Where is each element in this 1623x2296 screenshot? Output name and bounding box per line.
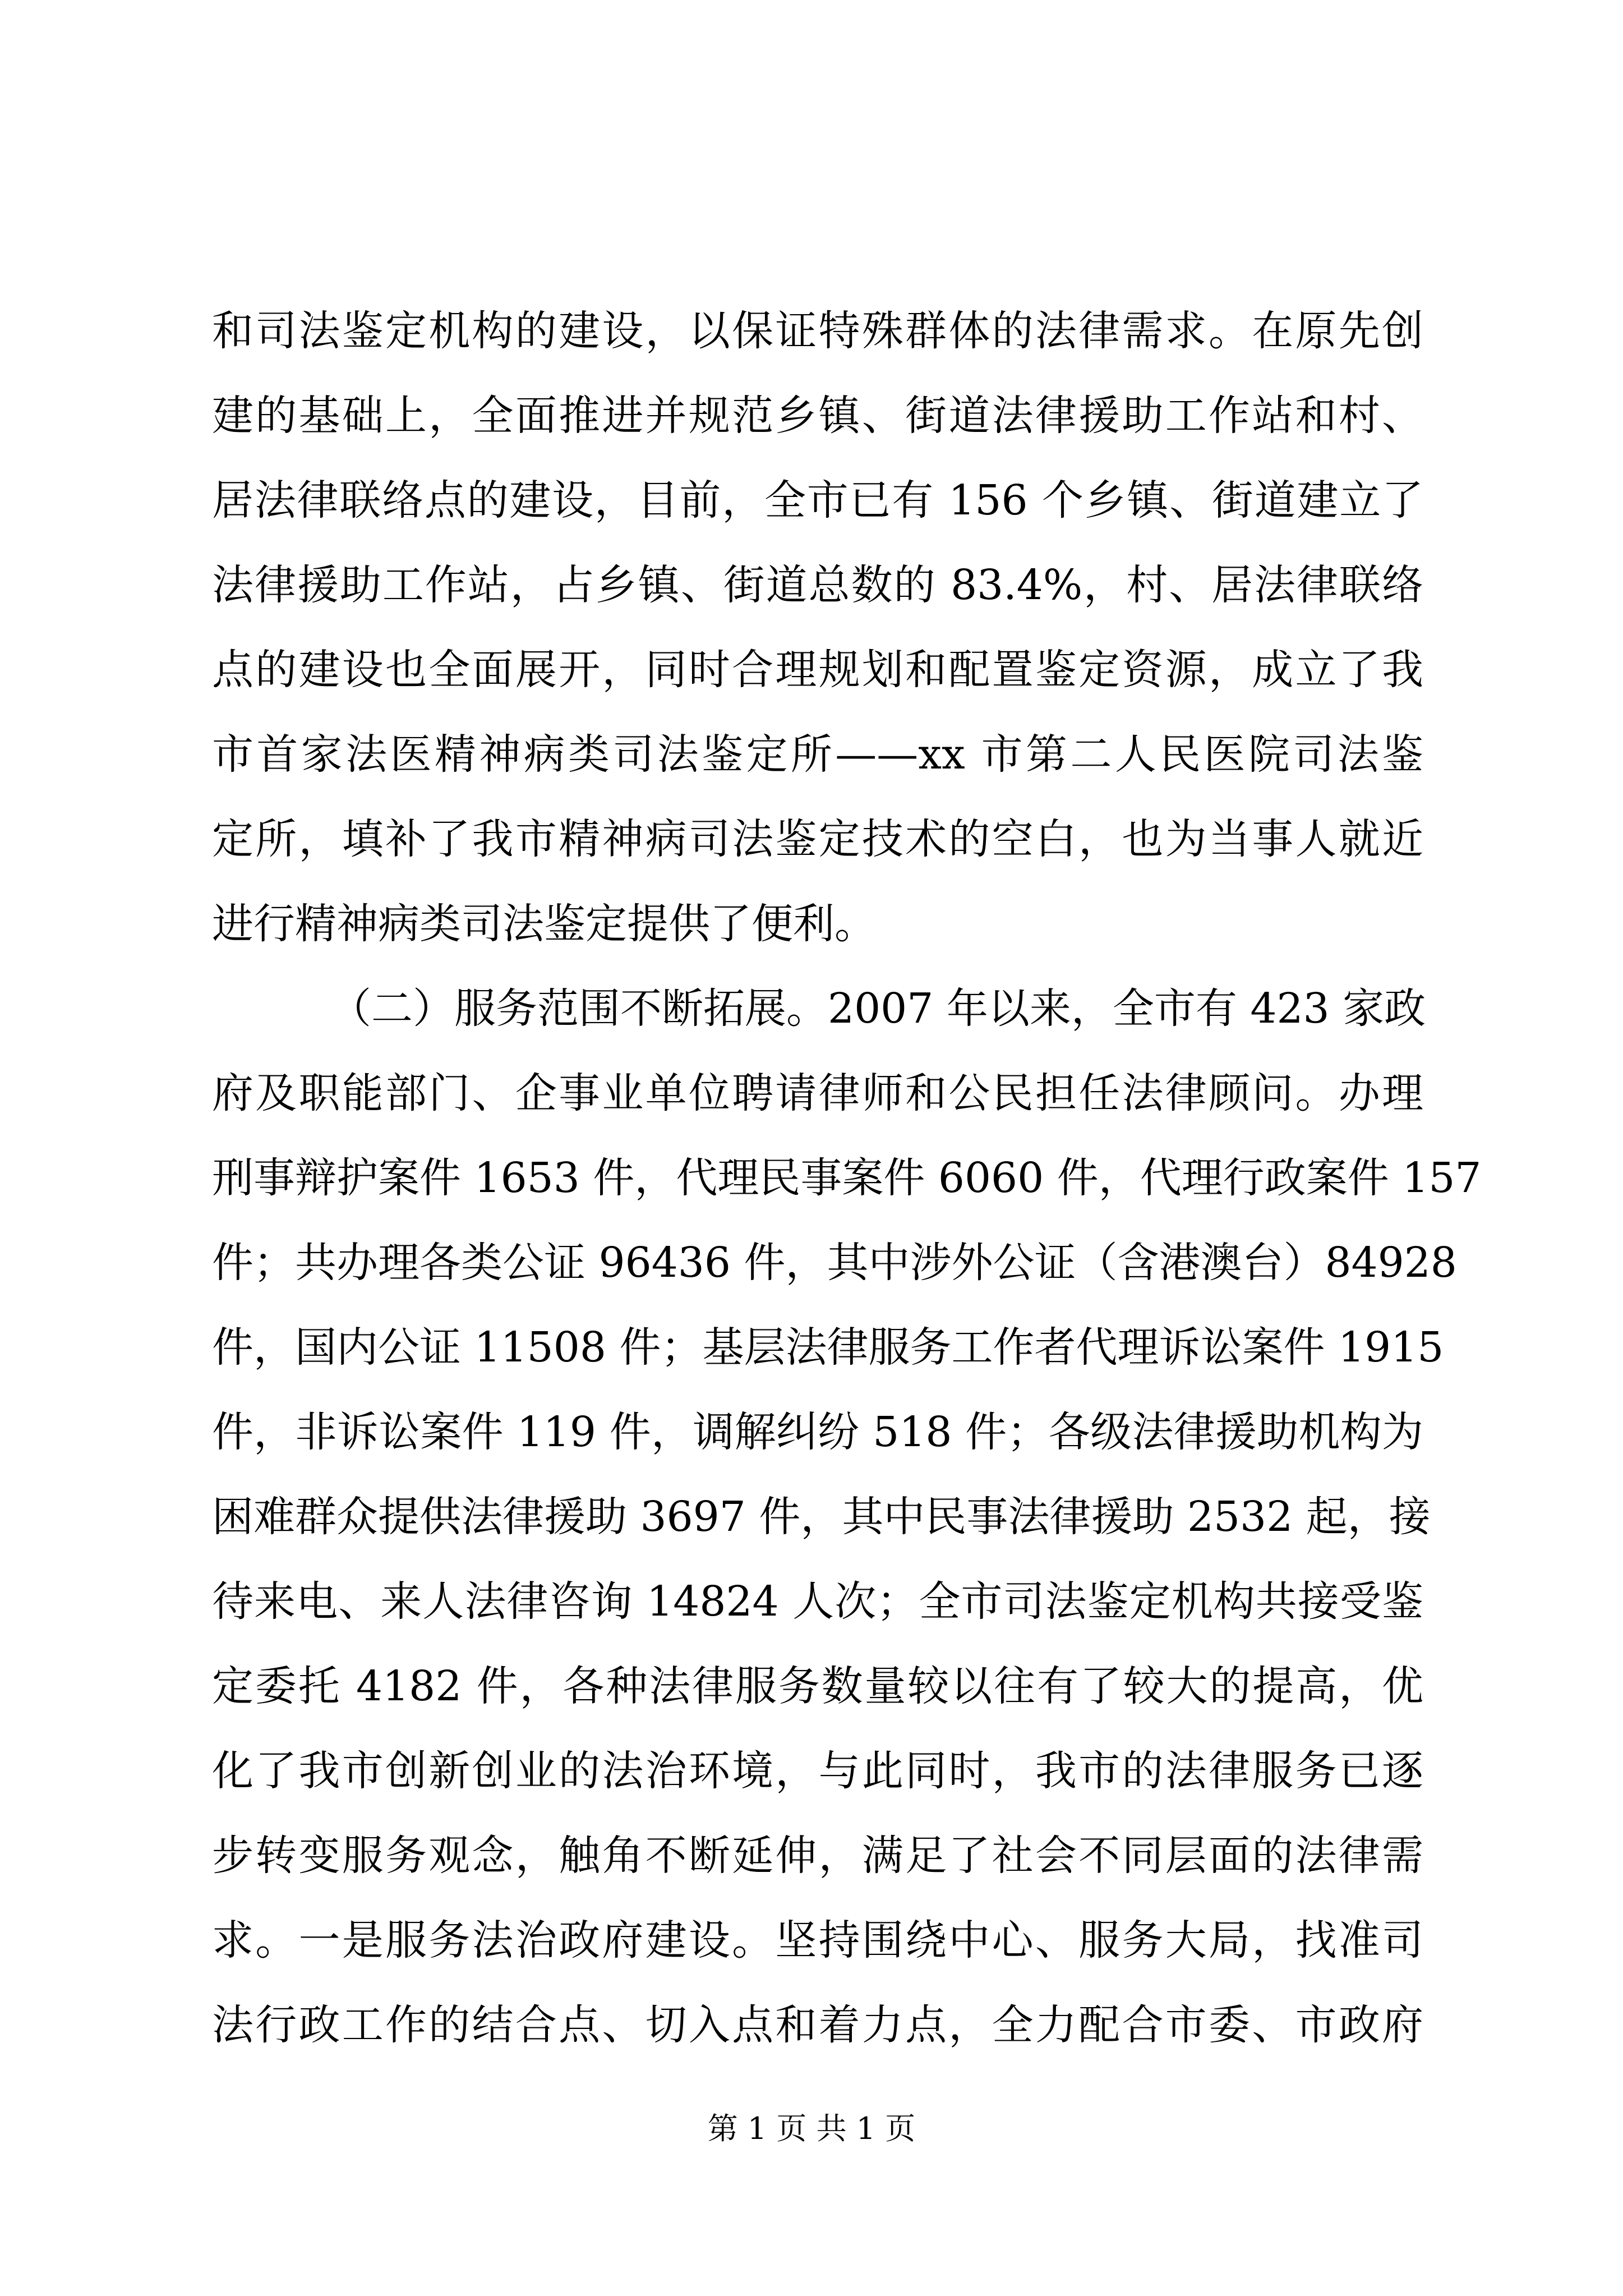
text-line: 法行政工作的结合点、切入点和着力点，全力配合市委、市政府	[212, 2001, 1423, 2049]
text-line: 法律援助工作站，占乡镇、街道总数的 83.4%，村、居法律联络	[212, 561, 1423, 609]
text-line: 点的建设也全面展开，同时合理规划和配置鉴定资源，成立了我	[212, 646, 1423, 694]
text-line: 化了我市创新创业的法治环境，与此同时，我市的法律服务已逐	[212, 1747, 1423, 1795]
text-line: 步转变服务观念，触角不断延伸，满足了社会不同层面的法律需	[212, 1832, 1423, 1880]
text-line: 居法律联络点的建设，目前，全市已有 156 个乡镇、街道建立了	[212, 476, 1423, 524]
text-line: 和司法鉴定机构的建设，以保证特殊群体的法律需求。在原先创	[212, 307, 1423, 355]
text-line: 件，非诉讼案件 119 件，调解纠纷 518 件；各级法律援助机构为	[212, 1408, 1423, 1456]
text-line: 待来电、来人法律咨询 14824 人次；全市司法鉴定机构共接受鉴	[212, 1577, 1423, 1626]
text-line: 件，国内公证 11508 件；基层法律服务工作者代理诉讼案件 1915	[212, 1323, 1444, 1372]
page-footer	[0, 2106, 1623, 2151]
text-line: 求。一是服务法治政府建设。坚持围绕中心、服务大局，找准司	[212, 1916, 1423, 1964]
text-line: 市首家法医精神病类司法鉴定所——xx 市第二人民医院司法鉴	[212, 730, 1423, 779]
text-line: 定所，填补了我市精神病司法鉴定技术的空白，也为当事人就近	[212, 815, 1423, 863]
text-line: 困难群众提供法律援助 3697 件，其中民事法律援助 2532 起，接	[212, 1493, 1431, 1541]
text-line: 件；共办理各类公证 96436 件，其中涉外公证（含港澳台）84928	[212, 1239, 1457, 1287]
page-number-label: 第 1 页 共 1 页	[707, 2111, 916, 2146]
text-line: 定委托 4182 件，各种法律服务数量较以往有了较大的提高，优	[212, 1662, 1423, 1710]
text-line: 建的基础上，全面推进并规范乡镇、街道法律援助工作站和村、	[212, 392, 1423, 440]
section-heading-line: （二）服务范围不断拓展。2007 年以来，全市有 423 家政	[330, 984, 1426, 1033]
document-body	[212, 289, 1482, 2068]
text-line: 进行精神病类司法鉴定提供了便利。	[212, 900, 876, 948]
text-line: 刑事辩护案件 1653 件，代理民事案件 6060 件，代理行政案件 157	[212, 1154, 1482, 1202]
text-line: 府及职能部门、企事业单位聘请律师和公民担任法律顾问。办理	[212, 1069, 1423, 1117]
